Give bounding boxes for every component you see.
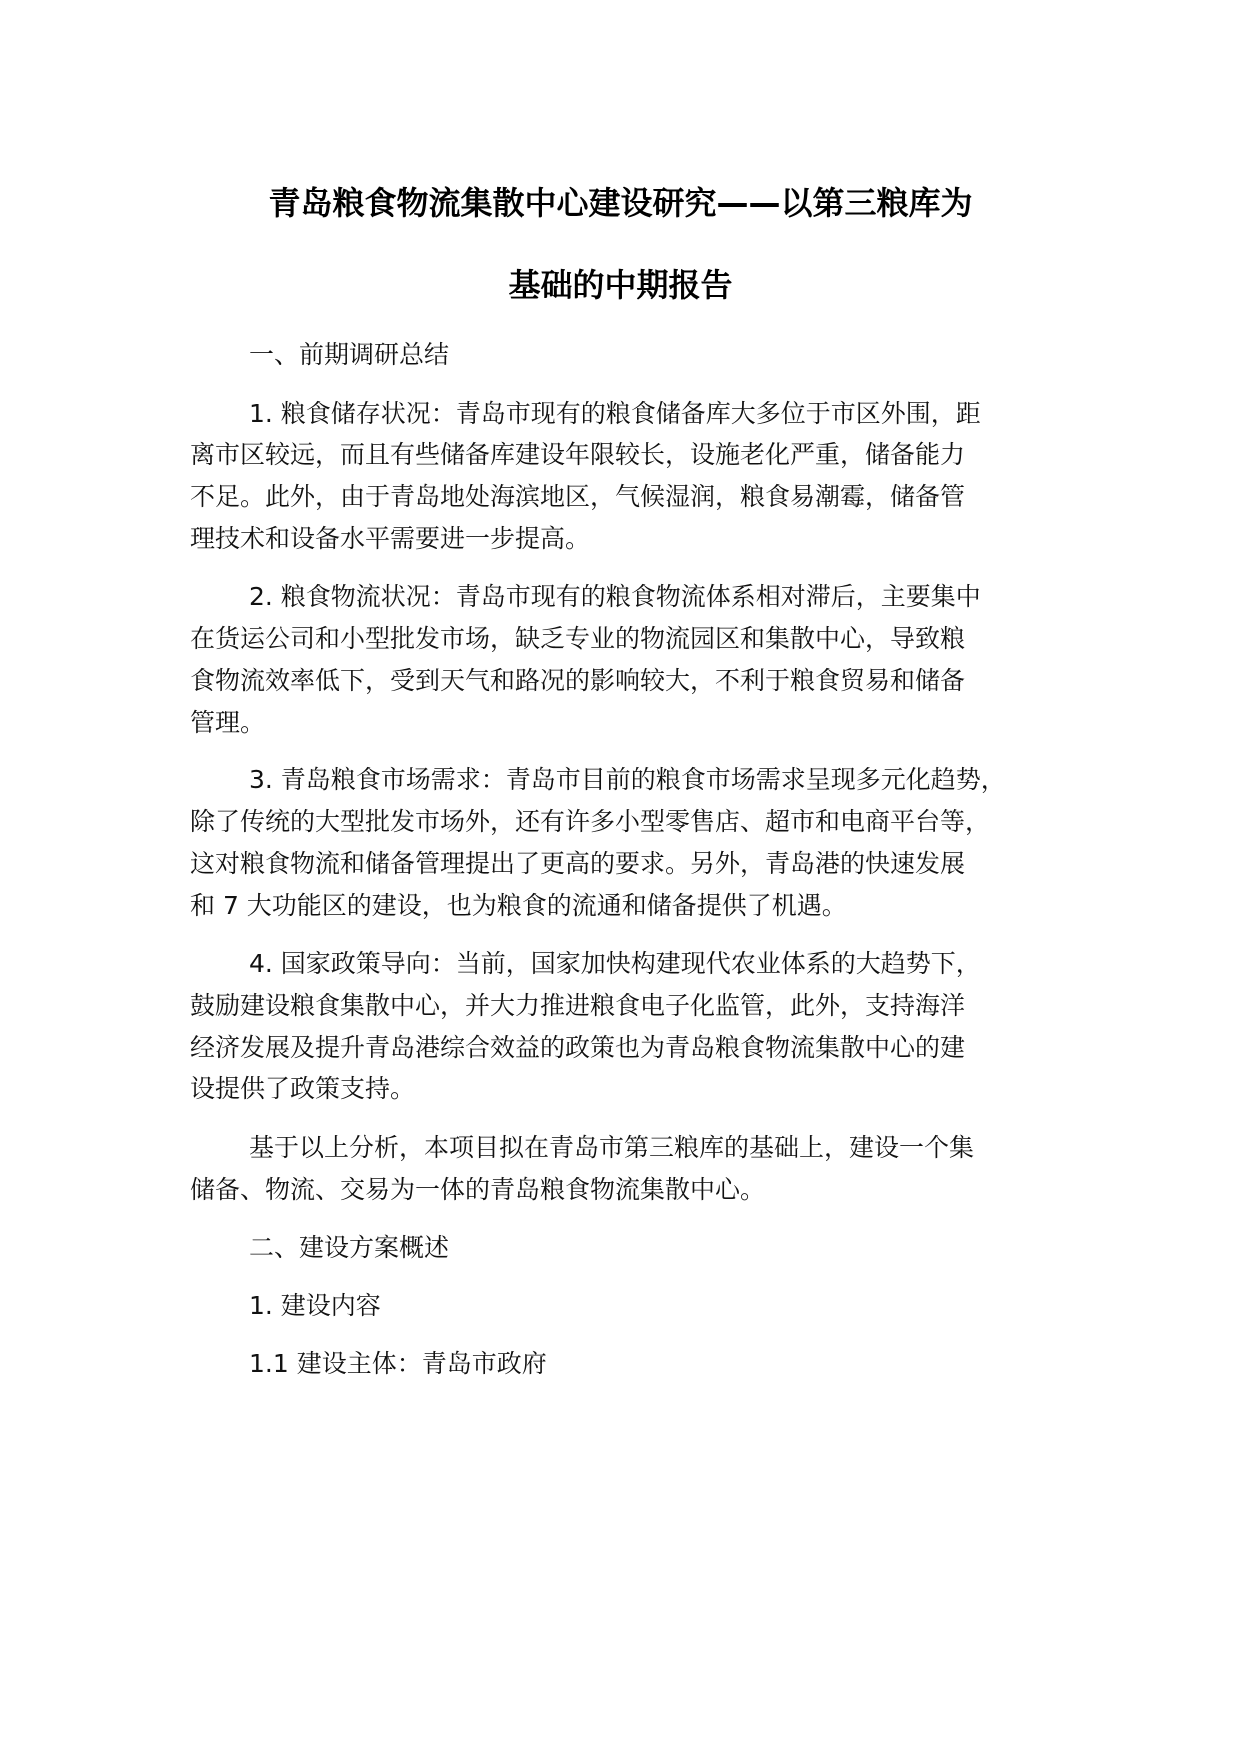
paragraph-line: 在货运公司和小型批发市场，缺乏专业的物流园区和集散中心，导致粮 [190, 624, 966, 653]
paragraph-line: 离市区较远，而且有些储备库建设年限较长，设施老化严重，储备能力 [190, 440, 966, 469]
section-heading: 一、前期调研总结 [249, 340, 450, 369]
document-title-line-2: 基础的中期报告 [508, 266, 733, 304]
subsection-item: 1.1 建设主体：青岛市政府 [249, 1349, 547, 1378]
paragraph-line: 管理。 [190, 708, 266, 737]
paragraph-line: 鼓励建设粮食集散中心，并大力推进粮食电子化监管，此外，支持海洋 [190, 991, 966, 1020]
paragraph-line: 2. 粮食物流状况：青岛市现有的粮食物流体系相对滞后，主要集中 [249, 582, 981, 611]
paragraph-line: 和 7 大功能区的建设，也为粮食的流通和储备提供了机遇。 [190, 891, 847, 920]
section-heading: 二、建设方案概述 [249, 1233, 450, 1262]
paragraph-line: 理技术和设备水平需要进一步提高。 [190, 524, 591, 553]
paragraph-line: 基于以上分析，本项目拟在青岛市第三粮库的基础上，建设一个集 [249, 1133, 975, 1162]
paragraph-line: 储备、物流、交易为一体的青岛粮食物流集散中心。 [190, 1175, 766, 1204]
paragraph-line: 设提供了政策支持。 [190, 1074, 416, 1103]
paragraph-line: 3. 青岛粮食市场需求：青岛市目前的粮食市场需求呈现多元化趋势， [249, 765, 1006, 794]
paragraph-line: 除了传统的大型批发市场外，还有许多小型零售店、超市和电商平台等， [190, 807, 991, 836]
paragraph-line: 这对粮食物流和储备管理提出了更高的要求。另外，青岛港的快速发展 [190, 849, 966, 878]
paragraph-line: 4. 国家政策导向：当前，国家加快构建现代农业体系的大趋势下， [249, 949, 981, 978]
paragraph-line: 不足。此外，由于青岛地处海滨地区，气候湿润，粮食易潮霉，储备管 [190, 482, 966, 511]
paragraph-line: 经济发展及提升青岛港综合效益的政策也为青岛粮食物流集散中心的建 [190, 1033, 966, 1062]
document-title-line-1: 青岛粮食物流集散中心建设研究——以第三粮库为 [268, 184, 973, 222]
subsection-heading: 1. 建设内容 [249, 1291, 381, 1320]
paragraph-line: 1. 粮食储存状况：青岛市现有的粮食储备库大多位于市区外围，距 [249, 399, 981, 428]
paragraph-line: 食物流效率低下，受到天气和路况的影响较大，不利于粮食贸易和储备 [190, 666, 966, 695]
